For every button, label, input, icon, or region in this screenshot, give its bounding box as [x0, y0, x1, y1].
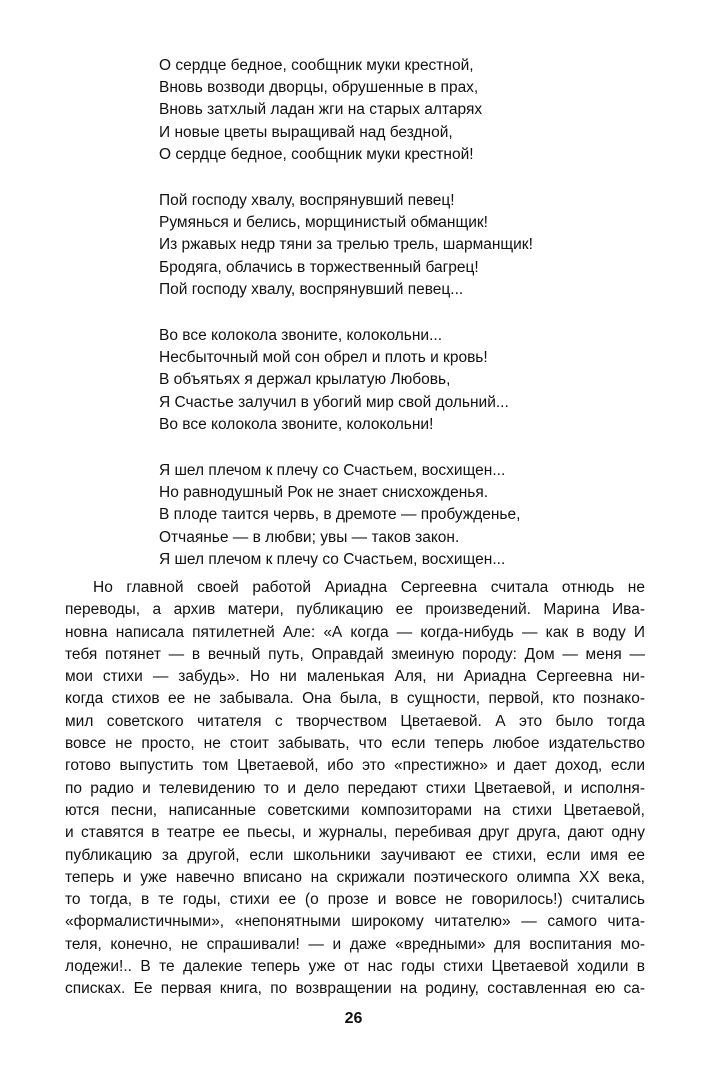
prose-line: переводы, а архив матери, публикацию ее произведений. Марина Ива-	[65, 601, 645, 619]
prose-line: вовсе не просто, не стоит забывать, что если теперь любое издательство	[65, 735, 645, 753]
prose-line: мои стихи — забудь». Но ни маленькая Аля, ни Ариадна Сергеевна ни-	[65, 668, 645, 686]
prose-line: готово выпустить том Цветаевой, ибо это «престижно» и дает доход, если	[65, 757, 645, 775]
verse-line: Вновь затхлый ладан жги на старых алтарях	[159, 101, 483, 119]
prose-line: теперь и уже навечно вписано на скрижали поэтического олимпа XX века,	[65, 868, 645, 886]
poem-stanza-4	[159, 460, 629, 571]
verse-line: Вновь возводи дворцы, обрушенные в прах,	[159, 79, 479, 97]
prose-line: по радио и телевидению то и дело передают стихи Цветаевой, и исполня-	[65, 779, 645, 797]
prose-line: и ставятся в театре ее пьесы, и журналы, перебивая друг друга, дают одну	[65, 824, 645, 842]
verse-line: Я Счастье залучил в убогий мир свой дольний...	[159, 393, 509, 411]
verse-line: О сердце бедное, сообщник муки крестной,	[159, 57, 474, 74]
prose-line: Но главной своей работой Ариадна Сергеевна считала отнюдь не	[93, 579, 645, 596]
verse-line: Отчаянье — в любви; увы — таков закон.	[159, 528, 460, 546]
verse-line: Из ржавых недр тяни за трелью трель, шарманщик!	[159, 236, 533, 254]
poem-stanza-3	[159, 325, 629, 436]
prose-line: тебя потянет — в вечный путь, Оправдай змеиную породу: Дом — меня —	[65, 645, 645, 663]
prose-line: списках. Ее первая книга, по возвращении на родину, составленная ею са-	[65, 980, 645, 998]
prose-line: публикацию за другой, если школьники заучивают ее стихи, если имя ее	[65, 846, 645, 864]
prose-line: ются песни, написанные советскими композиторами на стихи Цветаевой,	[65, 801, 645, 819]
verse-line: Во все колокола звоните, колокольни!	[159, 415, 434, 433]
verse-line: Пой господу хвалу, воспрянувший певец!	[159, 192, 455, 210]
verse-line: Несбыточный мой сон обрел и плоть и кровь!	[159, 349, 488, 367]
poem-stanza-2	[159, 190, 629, 301]
verse-line: И новые цветы выращивай над бездной,	[159, 123, 453, 141]
verse-line: Пой господу хвалу, воспрянувший певец...	[159, 280, 464, 298]
verse-line: Бродяга, облачись в торжественный багрец!	[159, 258, 479, 276]
verse-line: В объятьях я держал крылатую Любовь,	[159, 371, 451, 389]
prose-line: теля, конечно, не спрашивали! — и даже «вредными» для воспитания мо-	[65, 935, 645, 953]
page-number: 26	[344, 1010, 363, 1027]
verse-line: Я шел плечом к плечу со Счастьем, восхищен...	[159, 462, 506, 480]
prose-line: то тогда, в те годы, стихи ее (о прозе и вовсе не говорилось!) считались	[65, 891, 645, 909]
prose-line: лодежи!.. В те далекие теперь уже от нас годы стихи Цветаевой ходили в	[65, 958, 645, 976]
verse-line: Я шел плечом к плечу со Счастьем, восхищен...	[159, 550, 506, 568]
verse-line: В плоде таится червь, в дремоте — пробужденье,	[159, 506, 521, 524]
verse-line: Но равнодушный Рок не знает снисхожденья.	[159, 484, 489, 502]
verse-line: Во все колокола звоните, колокольни...	[159, 327, 443, 345]
poem	[159, 55, 629, 595]
prose-line: «формалистичными», «непонятными широкому читателю» — самого чита-	[65, 913, 645, 931]
prose-paragraph	[65, 577, 645, 1001]
prose-line: мил советского читателя с творчеством Цветаевой. А это было тогда	[65, 712, 645, 730]
prose-line: новна написала пятилетней Але: «А когда — когда-нибудь — как в воду И	[65, 623, 645, 641]
verse-line: О сердце бедное, сообщник муки крестной!	[159, 145, 474, 163]
poem-stanza-1	[159, 55, 629, 166]
verse-line: Румянься и белись, морщинистый обманщик!	[159, 214, 488, 232]
prose-line: когда стихов ее не забывала. Она была, в сущности, первой, кто познако-	[65, 690, 645, 708]
